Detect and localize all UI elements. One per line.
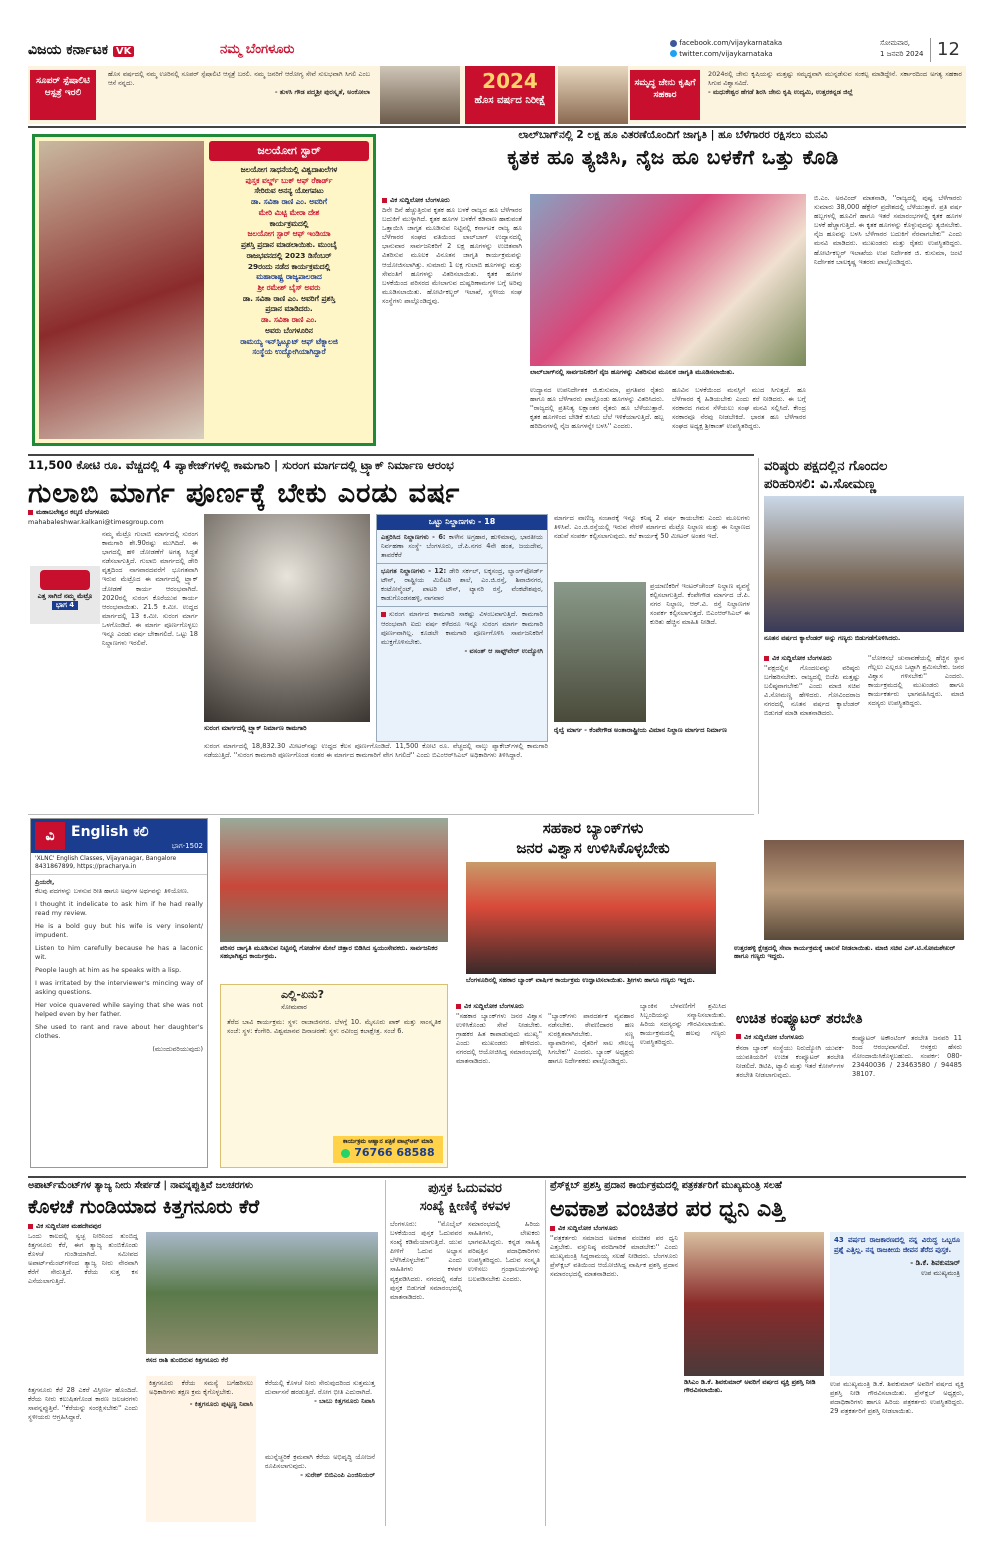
books-headline-1: ಪುಸ್ತಕ ಓದುವವರ [428, 1181, 502, 1196]
press-caption: ಡಿಸಿಎಂ ಡಿ.ಕೆ. ಶಿವಕುಮಾರ್ ಅವರಿಗೆ ವರ್ಷದ ವ್ಯಕ್ತಿ ಪ್ರಶಸ್ತಿ ನೀಡಿ ಗೌರವಿಸಲಾಯಿತು. [684, 1378, 816, 1395]
ad-jalayoga-star [32, 134, 376, 446]
facebook-link[interactable]: facebook.com/vijaykarnataka [670, 38, 782, 49]
somanna-col1: ''ಪಕ್ಷದಲ್ಲಿನ ಗೊಂದಲವನ್ನು ವರಿಷ್ಠರು ಬಗೆಹರಿಸಬೇಕು. ರಾಜ್ಯದಲ್ಲಿ ಬಿಜೆಪಿ ಮತ್ತಷ್ಟು ಬಲಿಷ್ಠವಾಗಬೇಕು'' ಎಂದು ಮಾಜಿ ಸಚಿವ ವಿ.ಸೋಮಣ್ಣ ಹೇಳಿದರು. ಗೋವಿಂದರಾಜ ನಗರದಲ್ಲಿ ನೂತನ ವರ್ಷದ ಕ್ಯಾಲೆಂಡರ್ ಬಿಡುಗಡೆ ಮಾಡಿ ಮಾತನಾಡಿದರು. [764, 664, 860, 718]
english-kali: ವಿ English ಕಲಿ ಭಾಗ-1502 'XLNC' English Classes, Vijayanagar, Bangalore 8431867899, https://pracharya.in ಪ್ರಿಯರೇ, ಕೆಲವು ಪದಗಳನ್ನು ಬಳಸುವ ರೀತಿ ಹಾಗೂ ಅವುಗಳ ಅರ್ಥವನ್ನು ತಿಳಿಯೋಣ. I thought it indelicate to ask him if he had really read my review. He is a bold guy but his wife is very insolent/ impudent. Listen to him carefully because he has a laconic wit. People laugh at him as he speaks with a lisp. I was irritated by the interviewer's mincing way of asking questions. Her voice quavered while saying that she was not helped even by her father. She used to rant and rave about her daughter's clothes. (ಮುಂದುವರಿಯುವುದು) [30, 818, 208, 1168]
bank-col3: ಬ್ಯಾಂಕಿನ ಬೆಳವಣಿಗೆಗೆ ಶ್ರಮಿಸಿದ ಸಿಬ್ಬಂದಿಯನ್ನು ಸನ್ಮಾನಿಸಲಾಯಿತು. ಹಿರಿಯ ಸದಸ್ಯರನ್ನು ಗೌರವಿಸಲಾಯಿತು. ಕಾರ್ಯಕ್ರಮದಲ್ಲಿ ಹಲವು ಗಣ್ಯರು ಉಪಸ್ಥಿತರಿದ್ದರು. [640, 1002, 726, 1047]
press-headline: ಅವಕಾಶ ವಂಚಿತರ ಪರ ಧ್ವನಿ ಎತ್ತಿ [550, 1196, 785, 1222]
edition-label: ನಮ್ಮ ಬೆಂಗಳೂರು [220, 42, 295, 57]
press-col2: ಉಪ ಮುಖ್ಯಮಂತ್ರಿ ಡಿ.ಕೆ. ಶಿವಕುಮಾರ್ ಅವರಿಗೆ ವರ್ಷದ ವ್ಯಕ್ತಿ ಪ್ರಶಸ್ತಿ ನೀಡಿ ಗೌರವಿಸಲಾಯಿತು. ಪ್ರೆಸ್‌ಕ್ಲಬ್ ಅಧ್ಯಕ್ಷರು, ಪದಾಧಿಕಾರಿಗಳು ಹಾಗೂ ಹಿರಿಯ ಪತ್ರಕರ್ತರು ಉಪಸ್ಥಿತರಿದ್ದರು. 29 ಪತ್ರಕರ್ತರಿಗೆ ಪ್ರಶಸ್ತಿ ನೀಡಲಾಯಿತು. [830, 1380, 964, 1416]
bank-caption: ಬೆಂಗಳೂರಿನಲ್ಲಿ ಸಹಕಾರ ಬ್ಯಾಂಕ್ ವಾರ್ಷಿಕ ಕಾರ್ಯಕ್ರಮ ಉದ್ಘಾಟಿಸಲಾಯಿತು. ಶ್ರೀಗಳು ಹಾಗೂ ಗಣ್ಯರು ಇದ್ದರು. [466, 976, 695, 984]
banner-right-text: 2024ರಲ್ಲಿ ಜೇನು ಕೃಷಿಯನ್ನು ಮತ್ತಷ್ಟು ಸಮೃದ್ಧವಾಗಿ ಮುನ್ನಡೆಸುವ ಸಂಕಲ್ಪ ಮಾಡಿದ್ದೇನೆ. ಸರ್ಕಾರದಿಂದ ಅಗತ್ಯ ಸಹಕಾರ ಸಿಗುವ ವಿಶ್ವಾಸವಿದೆ. - ಮಧುಕೇಶ್ವರ ಹೆಗಡೆ ಶಿರಸಿ ಜೇನು ಕೃಷಿ ಉದ್ಯಮಿ, ಉತ್ತರಕನ್ನಡ ಜಿಲ್ಲೆ [708, 70, 962, 96]
social-links [670, 38, 782, 59]
kere-quote-3: ಮುನ್ನೆಚ್ಚರಿಕೆ ಕ್ರಮವಾಗಿ ಕೆರೆಯ ಅಭಿವೃದ್ಧಿ ಯೋಜನೆ ರೂಪಿಸಲಾಗುವುದು. - ಸುರೇಶ್ ಬಿಬಿಎಂಪಿ ಎಂಜಿನಿಯರ್ [265, 1453, 375, 1480]
computer-col2: ಕಂಪ್ಯೂಟರ್ ಅಕೌಂಟಿಂಗ್ ತರಬೇತಿ ಜನವರಿ 11 ರಿಂದ ಆರಂಭವಾಗಲಿದೆ. ಆಸಕ್ತರು ಹೆಸರು ನೋಂದಾಯಿಸಿಕೊಳ್ಳಬಹುದು. ಸಂಪರ್ಕ: 080-23440036 / 23463580 / 94485 38107. [852, 1034, 962, 1079]
ad-text: ಜಲಯೋಗ ಸ್ಟಾರ್ ಜಲಯೋಗ ಸಾಧನೆಯಲ್ಲಿ ವಿಶ್ವದಾಖಲೆಗಳ ಪುಸ್ತಕ ವರ್ಲ್ಡ್ ಬುಕ್ ಆಫ್ ರೆಕಾರ್ಡ್ ಸೇರಿರುವ ಅನನ್ಯ ಯೋಗಪಟು ಡಾ. ಸವಿತಾ ರಾಣಿ ಎಂ. ಅವರಿಗೆ ಮೇರಿ ಮಿಟ್ಟಿ ಮೇರಾ ದೇಶ ಕಾರ್ಯಕ್ರಮದಲ್ಲಿ ಜಲಯೋಗ ಸ್ಟಾರ್ ಆಫ್ ಇಂಡಿಯಾ ಪ್ರಶಸ್ತಿ ಪ್ರದಾನ ಮಾಡಲಾಯಿತು. ಮುಂಬೈ ರಾಜಭವನದಲ್ಲಿ 2023 ಡಿಸೆಂಬರ್ 29ರಂದು ನಡೆದ ಕಾರ್ಯಕ್ರಮದಲ್ಲಿ ಮಹಾರಾಷ್ಟ್ರ ರಾಜ್ಯಪಾಲರಾದ ಶ್ರೀ ರಮೇಶ್ ಬೈಸ್ ಅವರು ಡಾ. ಸವಿತಾ ರಾಣಿ ಎಂ. ಅವರಿಗೆ ಪ್ರಶಸ್ತಿ ಪ್ರದಾನ ಮಾಡಿದರು. ಡಾ. ಸವಿತಾ ರಾಣಿ ಎಂ. ಅವರು ಬೆಂಗಳೂರಿನ ರಾಮಯ್ಯ ಇನ್‌ಸ್ಟಿಟ್ಯೂಟ್ ಆಫ್ ಟೆಕ್ನಾಲಜಿ ಸಂಸ್ಥೆಯ ಉದ್ಯೋಗಿಯಾಗಿದ್ದಾರೆ [209, 141, 369, 358]
english-logo: ವಿ [35, 822, 65, 850]
wall-photo [220, 818, 448, 942]
banner-left-tag: ಸೂಪರ್ ಸ್ಪೆಷಾಲಿಟಿ ಆಸ್ಪತ್ರೆ ಇರಲಿ [30, 70, 96, 120]
twitter-link[interactable]: twitter.com/vijaykarnataka [670, 49, 782, 60]
books-col1: ಬೆಂಗಳೂರು: ''ಮೊಬೈಲ್ ಬಳಕೆಯಿಂದ ಪುಸ್ತಕ ಓದುವವರ ಸಂಖ್ಯೆ ಕಡಿಮೆಯಾಗುತ್ತಿದೆ. ಯುವ ಪೀಳಿಗೆ ಓದುವ ಅಭ್ಯಾಸ ಬೆಳೆಸಿಕೊಳ್ಳಬೇಕು'' ಎಂದು ಸಾಹಿತಿಗಳು ಕಳವಳ ವ್ಯಕ್ತಪಡಿಸಿದರು. ನಗರದಲ್ಲಿ ನಡೆದ ಪುಸ್ತಕ ಬಿಡುಗಡೆ ಸಮಾರಂಭದಲ್ಲಿ ಮಾತನಾಡಿದರು. [390, 1220, 462, 1301]
metro-badge: ಎತ್ತ ಸಾಗಿದೆ ನಮ್ಮ ಮೆಟ್ರೊ ಭಾಗ 4 [30, 566, 100, 624]
page-number: 12 [930, 38, 960, 62]
metro-story [28, 458, 754, 808]
books-headline-2: ಸಂಖ್ಯೆ ಕ್ಷೀಣಿಕ್ಕೆ ಕಳವಳ [419, 1198, 511, 1214]
kere-photo [146, 1232, 378, 1354]
events-box: ಎಲ್ಲಿ-ಏನು? ಸೋಮವಾರ ತೆರೆದ ಬಾವಿ ಕಾರ್ಯಕ್ರಮ: ಸ್ಥಳ: ರಾಜಾಜಿನಗರ. ಬೆಳಗ್ಗೆ 10. ಮೈಸೂರು ಪಾಕ್ ಮತ್ತು ಸಾಂಸ್ಕೃತಿಕ ಸಂಜೆ: ಸ್ಥಳ: ಕೆಂಗೇರಿ. ವಿಶ್ವಮಾನವ ದಿನಾಚರಣೆ: ಸ್ಥಳ: ರವೀಂದ್ರ ಕಲಾಕ್ಷೇತ್ರ. ಸಂಜೆ 6. ಕಾರ್ಯಕ್ರಮ ಆಹ್ವಾನ ಪತ್ರಿಕೆ ವಾಟ್ಸ್‌ಆಪ್ ಮಾಡಿ 76766 68588 [220, 984, 448, 1168]
flower-kicker: ಲಾಲ್‌ಬಾಗ್‌ನಲ್ಲಿ 2 ಲಕ್ಷ ಹೂ ವಿತರಣೆಯೊಂದಿಗೆ ಜಾಗೃತಿ | ಹೂ ಬೆಳೆಗಾರರ ರಕ್ಷಿಸಲು ಮನವಿ [518, 129, 828, 141]
computer-col1: ಕೆನರಾ ಬ್ಯಾಂಕ್ ಸಂಸ್ಥೆಯು ನಿರುದ್ಯೋಗಿ ಯುವಕ-ಯುವತಿಯರಿಗೆ ಉಚಿತ ಕಂಪ್ಯೂಟರ್ ತರಬೇತಿ ನೀಡಲಿದೆ. ಡಿಟಿಪಿ, ಟ್ಯಾಲಿ ಮತ್ತು ಇತರೆ ಕೋರ್ಸ್‌ಗಳ ತರಬೇತಿ ನೀಡಲಾಗುವುದು. [736, 1044, 844, 1080]
somanna-photo-2 [764, 840, 964, 940]
bank-col1: ''ಸಹಕಾರ ಬ್ಯಾಂಕ್‌ಗಳು ಜನರ ವಿಶ್ವಾಸ ಉಳಿಸಿಕೊಂಡು ಸೇವೆ ನೀಡಬೇಕು. ಗ್ರಾಹಕರ ಹಿತ ಕಾಪಾಡುವುದು ಮುಖ್ಯ'' ಎಂದು ಮುಖಂಡರು ಹೇಳಿದರು. ನಗರದಲ್ಲಿ ಆಯೋಜಿಸಿದ್ದ ಸಮಾರಂಭದಲ್ಲಿ ಮಾತನಾಡಿದರು. [456, 1012, 542, 1066]
whatsapp-number[interactable]: 76766 68588 [335, 1146, 441, 1161]
bank-story [456, 818, 730, 1168]
kere-quote-1: ಕಿತ್ತಗನೂರು ಕೆರೆಯ ಸಮಸ್ಯೆ ಬಗೆಹರಿಸಲು ಅಧಿಕಾರಿಗಳು ತಕ್ಷಣ ಕ್ರಮ ಕೈಗೊಳ್ಳಬೇಕು. - ಕಿತ್ತಗನೂರು ಪುಟ್ಟಣ್ಣ ನಿವಾಸಿ [146, 1376, 256, 1522]
somanna-col2: ''ಲೋಕಸಭೆ ಚುನಾವಣೆಯಲ್ಲಿ ಹೆಚ್ಚಿನ ಸ್ಥಾನ ಗೆಲ್ಲಲು ಎಲ್ಲರೂ ಒಟ್ಟಾಗಿ ಶ್ರಮಿಸಬೇಕು. ಜನರ ವಿಶ್ವಾಸ ಗಳಿಸಬೇಕು'' ಎಂದರು. ಕಾರ್ಯಕ್ರಮದಲ್ಲಿ ಮುಖಂಡರು ಹಾಗೂ ಕಾರ್ಯಕರ್ತರು ಭಾಗವಹಿಸಿದ್ದರು. ಮಾಜಿ ಸದಸ್ಯರು ಉಪಸ್ಥಿತರಿದ್ದರು. [868, 654, 964, 708]
press-photo [684, 1232, 824, 1376]
computer-story [736, 1010, 964, 1166]
english-header [31, 819, 207, 853]
flower-col1: ದಿನೇ ದಿನೆ ಹೆಚ್ಚುತ್ತಿರುವ ಕೃತಕ ಹೂ ಬಳಕೆ ರಾಜ್ಯದ ಹೂ ಬೆಳೆಗಾರರ ಬದುಕಿಗೆ ಮುಳ್ಳಾಗಿದೆ. ಕೃತಕ ಹೂಗಳ ಬಳಕೆಗೆ ಕಡಿವಾಣ ಹಾಕುವಂತೆ ಒತ್ತಾಯಿಸಿ ಜಾಗೃತ ಮೂಡಿಸುವ ನಿಟ್ಟಿನಲ್ಲಿ ಕರ್ನಾಟಕ ರಾಜ್ಯ ಹೂ ಬೆಳೆಗಾರರ ಸಂಘದ ವತಿಯಿಂದ ಲಾಲ್‌ಬಾಗ್ ಉದ್ಯಾನದಲ್ಲಿ ಭಾನುವಾರ ಸಾರ್ವಜನಿಕರಿಗೆ 2 ಲಕ್ಷ ಹೂಗಳನ್ನು ಉಚಿತವಾಗಿ ವಿತರಿಸುವ ಮೂಲಕ ವಿನೂತನ ಜಾಗೃತಿ ಕಾರ್ಯಕ್ರಮವನ್ನು ಆಯೋಜಿಸಲಾಗಿತ್ತು. ಸುಮಾರು 1 ಲಕ್ಷ ಗುಲಾಬಿ ಹೂಗಳನ್ನು ಮತ್ತು ಸೇವಂತಿಗೆ ಹೂಗಳನ್ನು ವಿತರಿಸಲಾಯಿತು. ಕೃತಕ ಹೂಗಳ ಬಳಕೆಯಿಂದ ಪರಿಸರದ ಮೇಲಾಗುವ ದುಷ್ಪರಿಣಾಮಗಳ ಬಗ್ಗೆ ಅರಿವು ಮೂಡಿಸಲಾಯಿತು. ಹೋರ್ಟಿಕಲ್ಚರ್ ಇಲಾಖೆ, ಸ್ಥಳೀಯ ಸಂಘ ಸಂಸ್ಥೆಗಳು ಪಾಲ್ಗೊಂಡಿದ್ದವು. [382, 206, 522, 305]
metro-col3: ಮಾರ್ಗದ ವಾಣಿಜ್ಯ ಸಂಚಾರಕ್ಕೆ ಇನ್ನೂ ಕನಿಷ್ಠ 2 ವರ್ಷ ಕಾಯಬೇಕು ಎಂದು ಮೂಲಗಳು ತಿಳಿಸಿವೆ. ಎಂ.ಜಿ.ರಸ್ತೆಯಲ್ಲಿ ಇರುವ ನೇರಳೆ ಮಾರ್ಗದ ಮೆಟ್ರೊ ನಿಲ್ದಾಣ ಮತ್ತು ಈ ನಿಲ್ದಾಣದ ನಡುವೆ ಸಂಪರ್ಕ ಕಲ್ಪಿಸಲಾಗುವುದು. ಕಲೆ ಕಾರ್ಯಕ್ಕೆ 50 ಮೀಟರ್ ಅಂತರ ಇದೆ. [554, 514, 750, 541]
kere-headline: ಕೊಳಚೆ ಗುಂಡಿಯಾದ ಕಿತ್ತಗನೂರು ಕೆರೆ [28, 1195, 260, 1218]
somanna-photo [764, 496, 964, 632]
press-story [550, 1180, 964, 1526]
flower-photo [530, 194, 806, 366]
press-quote: 43 ವರ್ಷದ ರಾಜಕಾರಣದಲ್ಲಿ ನನ್ನ ವಿರುದ್ಧ ಒಬ್ಬರೂ ಪ್ರಶ್ನೆ ಎತ್ತಿಲ್ಲ. ನನ್ನ ರಾಜಕೀಯ ಜೀವನ ತೆರೆದ ಪುಸ್ತಕ. - ಡಿ.ಕೆ. ಶಿವಕುಮಾರ್ ಉಪ ಮುಖ್ಯಮಂತ್ರಿ [830, 1232, 964, 1376]
kere-quote-2: ಕೆರೆಯಲ್ಲಿ ಕೊಳಚೆ ನೀರು ಸೇರುವುದರಿಂದ ಸುತ್ತಮುತ್ತ ದುರ್ವಾಸನೆ ಹರಡುತ್ತಿದೆ. ರೋಗ ಭೀತಿ ಎದುರಾಗಿದೆ. - ಬಾಬು ಕಿತ್ತಗನೂರು ನಿವಾಸಿ [265, 1379, 375, 1406]
events-ad: ಕಾರ್ಯಕ್ರಮ ಆಹ್ವಾನ ಪತ್ರಿಕೆ ವಾಟ್ಸ್‌ಆಪ್ ಮಾಡಿ 76766 68588 [333, 1136, 443, 1163]
metro-tunnel-photo [204, 514, 370, 722]
metro-col1: ನಮ್ಮ ಮೆಟ್ರೊ ಗುಲಾಬಿ ಮಾರ್ಗದಲ್ಲಿ ಸುರಂಗ ಕಾಮಗಾರಿ ಶೇ.90ರಷ್ಟು ಮುಗಿದಿದೆ. ಈ ಭಾಗದಲ್ಲಿ ಹಳಿ ಜೋಡಣೆಗೆ ಅಗತ್ಯ ಸಿದ್ಧತೆ ನಡೆಸಲಾಗುತ್ತಿದೆ. ಗುಲಾಬಿ ಮಾರ್ಗದಲ್ಲಿ ಡೇರಿ ವೃತ್ತದಿಂದ ನಾಗವಾರದವರೆಗೆ ಭೂಗತವಾಗಿ ಇರುವ ಮೆಟ್ರೊದ ಈ ಮಾರ್ಗದಲ್ಲಿ ಟ್ರ್ಯಾಕ್ ಜೋಡಣೆ ಕಾರ್ಯ ಆರಂಭವಾಗಿದೆ. 2020ರಲ್ಲಿ ಸುರಂಗ ಕೊರೆಯುವ ಕಾರ್ಯ ಆರಂಭವಾಯಿತು. 21.5 ಕಿ.ಮೀ. ಉದ್ದದ ಮಾರ್ಗದಲ್ಲಿ 13 ಕಿ.ಮೀ. ಸುರಂಗ ಮಾರ್ಗ ಒಳಗೊಂಡಿದೆ. ಈ ಮಾರ್ಗ ಪೂರ್ಣಗೊಳ್ಳಲು ಇನ್ನೂ ಎರಡು ವರ್ಷ ಬೇಕಾಗಲಿದೆ. ಒಟ್ಟು 18 ನಿಲ್ದಾಣಗಳು ಇರಲಿವೆ. [102, 530, 198, 648]
kere-story [28, 1180, 380, 1526]
flower-col2: ಬಿ.ಎಂ. ಅರವಿಂದ್ ಮಾತನಾಡಿ, ''ರಾಜ್ಯದಲ್ಲಿ ಪುಷ್ಪ ಬೆಳೆಗಾರರು ಸುಮಾರು 38,000 ಹೆಕ್ಟೇರ್ ಪ್ರದೇಶದಲ್ಲಿ ಬೆಳೆಯುತ್ತಾರೆ. ಪ್ರತಿ ವರ್ಷ ಹಬ್ಬಗಳಲ್ಲಿ ಹೂವಿಗೆ ಹಾಗೂ ಇತರೆ ಸಮಾರಂಭಗಳಲ್ಲಿ ಕೃತಕ ಹೂಗಳ ಬಳಕೆ ಹೆಚ್ಚಾಗುತ್ತಿದೆ. ಈ ಕೃತಕ ಹೂಗಳನ್ನು ಕೊಳ್ಳುವುದನ್ನು ತ್ಯಜಿಸಬೇಕು. ನೈಜ ಹೂವನ್ನು ಬಳಸಿ ಬೆಳೆಗಾರರ ಬದುಕಿಗೆ ನೆರವಾಗಬೇಕು'' ಎಂದು ಮನವಿ ಮಾಡಿದರು. ಮುಖಂಡರು ಮತ್ತು ರೈತರು ಉಪಸ್ಥಿತರಿದ್ದರು. ಹೋರ್ಟಿಕಲ್ಚರ್ ಇಲಾಖೆಯ ಉಪ ನಿರ್ದೇಶಕ ಜಿ. ಕುಸುಮಾ, ಜಂಟಿ ನಿರ್ದೇಶಕ ಬಾಲಕೃಷ್ಣ ಇತರರು ಪಾಲ್ಗೊಂಡಿದ್ದರು. [814, 194, 962, 266]
flower-story [382, 128, 964, 446]
press-col1: ''ಪತ್ರಕರ್ತರು ಸಮಾಜದ ಅವಕಾಶ ವಂಚಿತರ ಪರ ಧ್ವನಿ ಎತ್ತಬೇಕು. ವಸ್ತುನಿಷ್ಠ ವರದಿಗಾರಿಕೆ ಮಾಡಬೇಕು'' ಎಂದು ಮುಖ್ಯಮಂತ್ರಿ ಸಿದ್ದರಾಮಯ್ಯ ಸಲಹೆ ನೀಡಿದರು. ಬೆಂಗಳೂರು ಪ್ರೆಸ್‌ಕ್ಲಬ್ ವತಿಯಿಂದ ಆಯೋಜಿಸಿದ್ದ ವಾರ್ಷಿಕ ಪ್ರಶಸ್ತಿ ಪ್ರದಾನ ಸಮಾರಂಭದಲ್ಲಿ ಮಾತನಾಡಿದರು. [550, 1234, 678, 1279]
kere-col2: ಕಿತ್ತಗನೂರು ಕೆರೆ 28 ಎಕರೆ ವಿಸ್ತೀರ್ಣ ಹೊಂದಿದೆ. ಕೆರೆಯ ನೀರು ಕಲುಷಿತಗೊಂಡ ಕಾರಣ ಜಲಚರಗಳು ಸಾವನ್ನಪ್ಪುತ್ತಿವೆ. ''ಕೆರೆಯನ್ನು ಸಂರಕ್ಷಿಸಬೇಕು'' ಎಂದು ಸ್ಥಳೀಯರು ಆಗ್ರಹಿಸಿದ್ದಾರೆ. [28, 1386, 138, 1422]
brand-badge: VK [113, 46, 135, 57]
bank-headline-1: ಸಹಕಾರ ಬ್ಯಾಂಕ್‌ಗಳು [542, 819, 644, 837]
somanna-headline-2: ಪರಿಹರಿಸಲಿ: ವಿ.ಸೋಮಣ್ಣ [764, 476, 877, 492]
brand-logo: ವಿಜಯ ಕರ್ನಾಟಕ VK [28, 41, 134, 60]
date-block: ಸೋಮವಾರ, 1 ಜನವರಿ 2024 [880, 39, 924, 58]
banner-title: ಹೊಸ ವರ್ಷದ ನಿರೀಕ್ಷೆ [474, 95, 546, 106]
ad-photo [39, 141, 204, 439]
english-title: English ಕಲಿ [71, 824, 149, 840]
banner-year: 2024 [482, 69, 538, 93]
metro-col2: ಸುರಂಗ ಮಾರ್ಗದಲ್ಲಿ 18,832.30 ಮೀಟರ್‌ನಷ್ಟು ಉದ್ದದ ಕೆಲಸ ಪೂರ್ಣಗೊಂಡಿದೆ. 11,500 ಕೋಟಿ ರೂ. ವೆಚ್ಚದಲ್ಲಿ ನಾಲ್ಕು ಪ್ಯಾಕೇಜ್‌ಗಳಲ್ಲಿ ಕಾಮಗಾರಿ ನಡೆಯುತ್ತಿದೆ. ''ಸುರಂಗ ಕಾಮಗಾರಿ ಪೂರ್ಣಗೊಂಡ ನಂತರ ಈ ಮಾರ್ಗದ ಕಾಮಗಾರಿಗೆ ವೇಗ ಸಿಗಲಿದೆ'' ಎಂದು ಬಿಎಂಆರ್‌ಸಿಎಲ್ ಅಧಿಕಾರಿಗಳು ತಿಳಿಸಿದ್ದಾರೆ. [204, 742, 548, 760]
somanna-byline: ವಿಕ ಸುದ್ದಿಲೋಕ ಬೆಂಗಳೂರು [764, 654, 832, 663]
computer-byline: ವಿಕ ಸುದ್ದಿಲೋಕ ಬೆಂಗಳೂರು [736, 1033, 964, 1042]
flower-col4: ಹೂವಿನ ಬಳಕೆಯಿಂದ ಮನಸ್ಸಿಗೆ ಮುದ ಸಿಗುತ್ತದೆ. ಹೂ ಬೆಳೆಗಾರರ ಕೈ ಹಿಡಿಯಬೇಕು ಎಂದು ಕರೆ ನೀಡಿದರು. ಈ ಬಗ್ಗೆ ಸರಕಾರದ ಗಮನ ಸೆಳೆಯಲು ಸಂಘ ಮನವಿ ಸಲ್ಲಿಸಿದೆ. ಕೇಂದ್ರ ಸರಕಾರವೂ ನೆರವು ನೀಡಬೇಕಿದೆ. ಭಾರತ ಹೂ ಬೆಳೆಗಾರರ ಸಂಘದ ಅಧ್ಯಕ್ಷ ಶ್ರೀಕಾಂತ್ ಉಪಸ್ಥಿತರಿದ್ದರು. [672, 386, 806, 431]
banner-left-portrait [380, 66, 460, 124]
kere-kicker: ಅಪಾರ್ಟ್‌ಮೆಂಟ್‌ಗಳ ತ್ಯಾಜ್ಯ ನೀರು ಸೇರ್ಪಡೆ | ನಾವನ್ನಪ್ಪುತ್ತಿವೆ ಜಲಚರಗಳು [28, 1180, 253, 1191]
bank-photo [466, 862, 716, 974]
metro-byline: ಮಹಾಬಲೇಶ್ವರ ಕಲ್ಕಣಿ ಬೆಂಗಳೂರು [28, 508, 109, 517]
flower-byline: ವಿಕ ಸುದ್ದಿಲೋಕ ಬೆಂಗಳೂರು [382, 196, 450, 205]
somanna-headline-1: ವರಿಷ್ಠರು ಪಕ್ಷದಲ್ಲಿನ ಗೊಂದಲ [764, 459, 888, 474]
books-story [390, 1180, 540, 1526]
somanna-caption-2: ಉತ್ತರಹಳ್ಳಿ ಕ್ಷೇತ್ರದಲ್ಲಿ ಸೇವಾ ಕಾರ್ಯಕ್ರಮಕ್ಕೆ ಚಾಲನೆ ನೀಡಲಾಯಿತು. ಮಾಜಿ ಸಚಿವ ಎಸ್.ಟಿ.ಸೋಮಶೇಖರ್ ಹಾಗೂ ಗಣ್ಯರು ಇದ್ದರು. [734, 944, 956, 961]
kere-byline: ವಿಕ ಸುದ್ದಿಲೋಕ ಮಹದೇವಪುರ [28, 1222, 101, 1231]
banner-center [465, 66, 555, 124]
stations-box: ಒಟ್ಟು ನಿಲ್ದಾಣಗಳು - 18 ಎತ್ತರಿಸಿದ ನಿಲ್ದಾಣಗಳು - 6: ಕಾಳೇನ ಅಗ್ರಹಾರ, ಹುಳಿಮಾವು, ಭಾರತೀಯ ನಿರ್ವಹಣಾ ಸಂಸ್ಥೆ- ಬೆಂಗಳೂರು, ಜೆ.ಪಿ.ನಗರ 4ನೇ ಹಂತ, ಜಯದೇವ, ತಾವರೆಕೆರೆ ಭೂಗತ ನಿಲ್ದಾಣಗಳು - 12: ಡೇರಿ ಸರ್ಕಲ್, ಲಕ್ಕಸಂದ್ರ, ಲ್ಯಾಂಗ್‌ಫೋರ್ಡ್ ಟೌನ್, ರಾಷ್ಟ್ರೀಯ ಮಿಲಿಟರಿ ಶಾಲೆ, ಎಂ.ಜಿ.ರಸ್ತೆ, ಶಿವಾಜಿನಗರ, ಕಂಟೋನ್ಮೆಂಟ್, ಪಾಟರಿ ಟೌನ್, ಟ್ಯಾನರಿ ರಸ್ತೆ, ವೆಂಕಟೇಶಪುರ, ಕಾಡುಗೊಂಡನಹಳ್ಳಿ, ನಾಗವಾರ ಸುರಂಗ ಮಾರ್ಗದ ಕಾಮಗಾರಿ ಸಾಕಷ್ಟು ವಿಳಂಬವಾಗುತ್ತಿದೆ. ಕಾಮಗಾರಿ ಆರಂಭವಾಗಿ ಐದು ವರ್ಷ ಕಳೆದರೂ ಇನ್ನೂ ಸುರಂಗ ಮಾರ್ಗ ಕಾಮಗಾರಿ ಪೂರ್ಣವಾಗಿಲ್ಲ. ಕೂಡಲೇ ಕಾಮಗಾರಿ ಪೂರ್ಣಗೊಳಿಸಿ ಸಾರ್ವಜನಿಕರಿಗೆ ಮುಕ್ತಗೊಳಿಸಬೇಕು. - ವಸಂತ್ ಆ ಸಾಫ್ಟ್‌ವೇರ್ ಉದ್ಯೋಗಿ [376, 514, 548, 742]
somanna-story [764, 458, 964, 958]
masthead [28, 38, 966, 64]
facebook-icon [670, 40, 677, 47]
new-year-banner [28, 66, 966, 124]
flower-col3: ಉದ್ಯಾನದ ಉಪನಿರ್ದೇಶಕ ಜಿ.ಕುಸುಮಾ, ಪ್ರಗತಿಪರ ರೈತರು ಹಾಗೂ ಹೂ ಬೆಳೆಗಾರರು ಪಾಲ್ಗೊಂಡು ಹೂಗಳನ್ನು ವಿತರಿಸಿದರು. ''ರಾಜ್ಯದಲ್ಲಿ ಪ್ರತಿನಿತ್ಯ ಲಕ್ಷಾಂತರ ರೈತರು ಹೂ ಬೆಳೆಯುತ್ತಾರೆ. ಕೃತಕ ಹೂಗಳಿಂದ ಬೇಡಿಕೆ ಕುಸಿದು ಬೆಲೆ ಇಳಿಕೆಯಾಗುತ್ತಿದೆ. ಹಬ್ಬ ಹರಿದಿನಗಳಲ್ಲಿ ನೈಜ ಹೂಗಳನ್ನೇ ಬಳಸಿ'' ಎಂದರು. [530, 386, 664, 431]
computer-headline: ಉಚಿತ ಕಂಪ್ಯೂಟರ್ ತರಬೇತಿ [736, 1011, 863, 1027]
metro-col4: ಪ್ರಯಾಣಿಕರಿಗೆ ಇಂಟರ್‌ಚೇಂಜ್ ನಿಲ್ದಾಣ ವ್ಯವಸ್ಥೆ ಕಲ್ಪಿಸಲಾಗುತ್ತಿದೆ. ಕೆಂಪೇಗೌಡ ಮಾರ್ಗದ ಜೆ.ಪಿ. ನಗರ ನಿಲ್ದಾಣ, ಆರ್.ವಿ. ರಸ್ತೆ ನಿಲ್ದಾಣಗಳ ಸಂಪರ್ಕ ಕಲ್ಪಿಸಲಾಗುತ್ತದೆ. ಬಿಎಂಆರ್‌ಸಿಎಲ್ ಈ ಕುರಿತು ಹೆಚ್ಚಿನ ಮಾಹಿತಿ ನೀಡಿದೆ. [650, 582, 750, 627]
press-kicker: ಪ್ರೆಸ್‌ಕ್ಲಬ್ ಪ್ರಶಸ್ತಿ ಪ್ರದಾನ ಕಾರ್ಯಕ್ರಮದಲ್ಲಿ ಪತ್ರಕರ್ತರಿಗೆ ಮುಖ್ಯಮಂತ್ರಿ ಸಲಹೆ [550, 1180, 782, 1191]
metro-workers-photo [554, 582, 646, 722]
flower-headline: ಕೃತಕ ಹೂ ತ್ಯಜಿಸಿ, ನೈಜ ಹೂ ಬಳಕೆಗೆ ಒತ್ತು ಕೊಡಿ [507, 145, 839, 170]
metro-headline: ಗುಲಾಬಿ ಮಾರ್ಗ ಪೂರ್ಣಕ್ಕೆ ಬೇಕು ಎರಡು ವರ್ಷ [28, 477, 461, 509]
flower-photo-caption: ಲಾಲ್‌ಬಾಗ್‌ನಲ್ಲಿ ಸಾರ್ವಜನಿಕರಿಗೆ ನೈಜ ಹೂಗಳನ್ನು ವಿತರಿಸುವ ಮೂಲಕ ಜಾಗೃತಿ ಮೂಡಿಸಲಾಯಿತು. [530, 368, 735, 376]
metro-email[interactable]: mahabaleshwar.kalkani@timesgroup.com [28, 518, 164, 526]
banner-right-portrait [558, 66, 628, 124]
metro-kicker: 11,500 ಕೋಟಿ ರೂ. ವೆಚ್ಚದಲ್ಲಿ 4 ಪ್ಯಾಕೇಜ್‌ಗಳಲ್ಲಿ ಕಾಮಗಾರಿ | ಸುರಂಗ ಮಾರ್ಗದಲ್ಲಿ ಟ್ರ್ಯಾಕ್ ನಿರ್ಮಾಣ ಆರಂಭ [28, 458, 454, 472]
banner-left-text: ಹೊಸ ವರ್ಷದಲ್ಲಿ ನಮ್ಮ ಊರಿನಲ್ಲಿ ಸೂಪರ್ ಸ್ಪೆಷಾಲಿಟಿ ಆಸ್ಪತ್ರೆ ಬರಲಿ. ನಮ್ಮ ಜನರಿಗೆ ಆರೋಗ್ಯ ಸೇವೆ ಸುಲಭವಾಗಿ ಸಿಗಲಿ ಎಂಬ ಆಸೆ ನನ್ನದು. - ತುಳಸಿ ಗೌಡ ಪದ್ಮಶ್ರೀ ಪುರಸ್ಕೃತೆ, ಅಂಕೋಲಾ [108, 70, 370, 96]
banner-right-tag: ಸಮೃದ್ಧ ಜೇನು ಕೃಷಿಗೆ ಸಹಕಾರ [630, 70, 700, 120]
english-part: ಭಾಗ-1502 [171, 841, 203, 850]
books-col2: ಸಮಾರಂಭದಲ್ಲಿ ಹಿರಿಯ ಸಾಹಿತಿಗಳು, ಲೇಖಕರು ಭಾಗವಹಿಸಿದ್ದರು. ಕನ್ನಡ ಸಾಹಿತ್ಯ ಪರಿಷತ್ತಿನ ಪದಾಧಿಕಾರಿಗಳು ಉಪಸ್ಥಿತರಿದ್ದರು. ಓದುವ ಸಂಸ್ಕೃತಿ ಉಳಿಸಲು ಗ್ರಂಥಾಲಯಗಳನ್ನು ಬಲಪಡಿಸಬೇಕು ಎಂದರು. [468, 1220, 540, 1283]
somanna-caption: ನೂತನ ವರ್ಷದ ಕ್ಯಾಲೆಂಡರ್ ಅನ್ನು ಗಣ್ಯರು ಬಿಡುಗಡೆಗೊಳಿಸಿದರು. [764, 634, 901, 642]
bank-headline-2: ಜನರ ವಿಶ್ವಾಸ ಉಳಿಸಿಕೊಳ್ಳಬೇಕು [516, 839, 670, 858]
metro-tunnel-caption: ಸುರಂಗ ಮಾರ್ಗದಲ್ಲಿ ಟ್ರ್ಯಾಕ್ ನಿರ್ಮಾಣ ಕಾಮಗಾರಿ [204, 724, 307, 732]
press-byline: ವಿಕ ಸುದ್ದಿಲೋಕ ಬೆಂಗಳೂರು [550, 1224, 618, 1233]
metro-workers-caption: ರೈಲ್ವೆ ಮಾರ್ಗ - ಕೆಂಪೇಗೌಡ ಅಂತಾರಾಷ್ಟ್ರೀಯ ವಿಮಾನ ನಿಲ್ದಾಣ ಮಾರ್ಗದ ನಿರ್ಮಾಣ [554, 726, 727, 734]
twitter-icon [670, 50, 677, 57]
kere-caption: ಕಸದ ರಾಶಿ ತುಂಬಿರುವ ಕಿತ್ತಗನೂರು ಕೆರೆ [146, 1356, 229, 1364]
bank-byline: ವಿಕ ಸುದ್ದಿಲೋಕ ಬೆಂಗಳೂರು [456, 1002, 524, 1011]
kere-col1: ಒಂದು ಕಾಲದಲ್ಲಿ ಸ್ವಚ್ಛ ನೀರಿನಿಂದ ತುಂಬಿದ್ದ ಕಿತ್ತಗನೂರು ಕೆರೆ, ಈಗ ತ್ಯಾಜ್ಯ ತುಂಬಿಕೊಂಡು ಕೊಳಚೆ ಗುಂಡಿಯಾಗಿದೆ. ಸಮೀಪದ ಅಪಾರ್ಟ್‌ಮೆಂಟ್‌ಗಳಿಂದ ತ್ಯಾಜ್ಯ ನೀರು ನೇರವಾಗಿ ಕೆರೆಗೆ ಸೇರುತ್ತಿದೆ. ಕೆರೆಯ ಸುತ್ತ ಕಸ ಎಸೆಯಲಾಗುತ್ತಿದೆ. [28, 1232, 138, 1286]
whatsapp-icon [341, 1149, 350, 1158]
wall-caption: ಪರಿಸರ ಜಾಗೃತಿ ಮೂಡಿಸುವ ನಿಟ್ಟಿನಲ್ಲಿ ಗೋಡೆಗಳ ಮೇಲೆ ಚಿತ್ತಾರ ಬಿಡಿಸಿದ ಸ್ವಯಂಸೇವಕರು. ಸಾರ್ವಜನಿಕರ ಸಹಭಾಗಿತ್ವದ ಕಾರ್ಯಕ್ರಮ. [220, 944, 438, 961]
bank-col2: ''ಬ್ಯಾಂಕ್‌ಗಳು ಪಾರದರ್ಶಕ ವ್ಯವಹಾರ ನಡೆಸಬೇಕು. ಠೇವಣಿದಾರರ ಹಣ ಸುರಕ್ಷಿತವಾಗಿರಬೇಕು. ಸಣ್ಣ ವ್ಯಾಪಾರಿಗಳು, ರೈತರಿಗೆ ಸಾಲ ಸೌಲಭ್ಯ ಸಿಗಬೇಕು'' ಎಂದರು. ಬ್ಯಾಂಕ್ ಅಧ್ಯಕ್ಷರು ಹಾಗೂ ನಿರ್ದೇಶಕರು ಪಾಲ್ಗೊಂಡಿದ್ದರು. [548, 1012, 634, 1066]
